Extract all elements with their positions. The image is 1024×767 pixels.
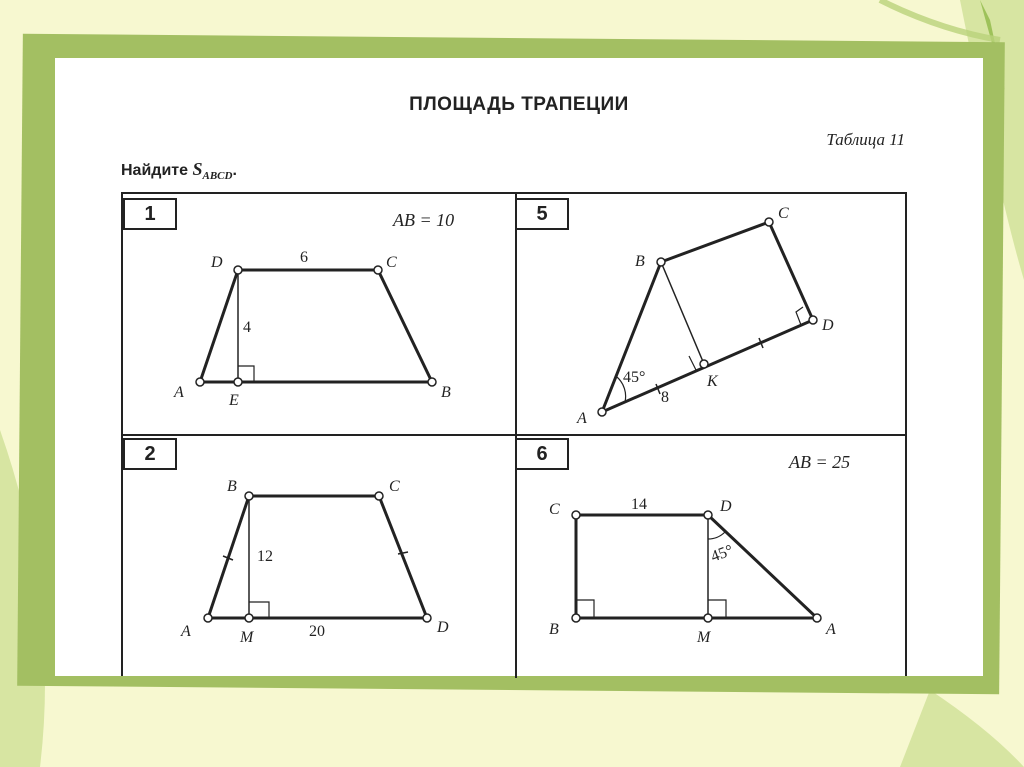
table-label: Таблица 11 bbox=[826, 130, 905, 149]
label-d: D bbox=[720, 498, 732, 515]
label-a: A bbox=[826, 621, 836, 638]
problem-1-number: 1 bbox=[123, 198, 177, 230]
task-text bbox=[121, 159, 237, 182]
label-d: D bbox=[822, 317, 834, 334]
task-prefix: Найдите bbox=[121, 162, 193, 179]
problem-6-given: AB = 25 bbox=[789, 452, 851, 472]
problem-1-figure bbox=[173, 249, 451, 409]
label-m: M bbox=[697, 629, 711, 646]
label-k: K bbox=[707, 373, 718, 390]
label-b: B bbox=[549, 621, 559, 638]
label-e: E bbox=[229, 392, 239, 409]
label-base-20: 20 bbox=[309, 623, 325, 640]
label-height-12: 12 bbox=[257, 548, 273, 565]
label-d: D bbox=[211, 254, 223, 271]
label-m: M bbox=[240, 629, 254, 646]
problem-6-figure bbox=[549, 496, 836, 646]
label-a: A bbox=[174, 384, 184, 401]
label-top-14: 14 bbox=[631, 496, 647, 513]
label-a: A bbox=[577, 410, 587, 427]
right-angle-mark-d bbox=[796, 307, 803, 325]
task-s: S bbox=[192, 159, 203, 179]
label-b: B bbox=[635, 253, 645, 270]
label-c: C bbox=[778, 205, 789, 222]
label-b: B bbox=[441, 384, 451, 401]
label-segment-8: 8 bbox=[661, 389, 669, 406]
geometry-drawings bbox=[123, 194, 905, 678]
label-d: D bbox=[437, 619, 449, 636]
problem-6-number: 6 bbox=[515, 438, 569, 470]
label-c: C bbox=[389, 478, 400, 495]
trapezoid-2 bbox=[208, 496, 427, 618]
task-suffix: . bbox=[232, 162, 237, 179]
label-angle-45: 45° bbox=[708, 541, 736, 566]
label-height-4: 4 bbox=[243, 319, 251, 336]
problem-5-number: 5 bbox=[515, 198, 569, 230]
page-title: ПЛОЩАДЬ ТРАПЕЦИИ bbox=[409, 94, 629, 115]
label-b: B bbox=[227, 478, 237, 495]
label-top-6: 6 bbox=[300, 249, 308, 266]
label-a: A bbox=[181, 623, 191, 640]
label-angle-45: 45° bbox=[623, 369, 646, 386]
problem-1-given: AB = 10 bbox=[393, 210, 455, 230]
trapezoid-6 bbox=[576, 515, 817, 618]
angle-arc-d bbox=[708, 532, 725, 539]
problem-grid bbox=[121, 192, 907, 676]
problem-5-figure bbox=[576, 205, 834, 427]
task-sub: ABCD bbox=[202, 170, 233, 183]
label-c: C bbox=[386, 254, 397, 271]
label-c: C bbox=[549, 501, 560, 518]
tick-cd bbox=[398, 552, 408, 554]
problem-2-number: 2 bbox=[123, 438, 177, 470]
worksheet-page bbox=[55, 58, 983, 676]
problem-2-figure bbox=[180, 478, 449, 646]
height-bk bbox=[661, 262, 704, 364]
trapezoid-1 bbox=[200, 270, 432, 382]
